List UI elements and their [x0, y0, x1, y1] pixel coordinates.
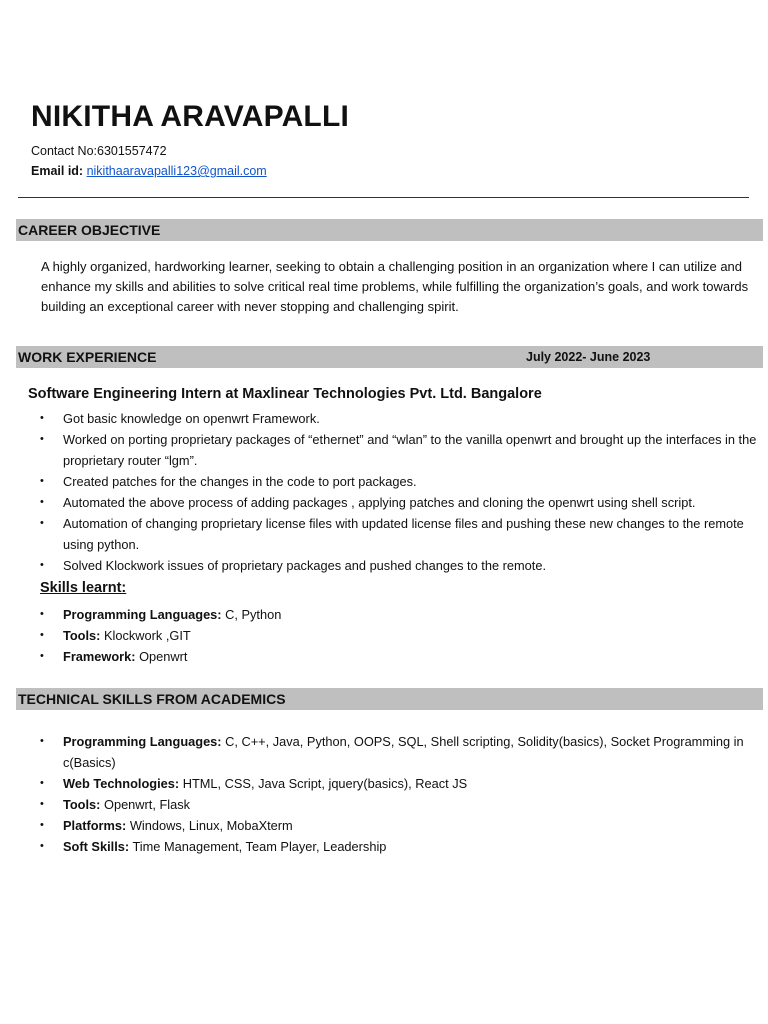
job-title: Software Engineering Intern at Maxlinear Technologies Pvt. Ltd. Bangalore	[28, 386, 542, 402]
list-item	[0, 646, 768, 667]
list-item: • Solved Klockwork issues of proprietary packages and pushed changes to the remote.	[0, 555, 768, 576]
skill-value: Openwrt, Flask	[100, 797, 191, 812]
work-bullets	[0, 408, 768, 576]
skill-label: Tools:	[63, 797, 101, 812]
skill-value: Windows, Linux, MobaXterm	[126, 818, 293, 833]
skill-label: Tools:	[63, 628, 101, 643]
skill-label: Soft Skills:	[63, 839, 130, 854]
section-title: CAREER OBJECTIVE	[18, 222, 161, 238]
email-label: Email id:	[31, 164, 84, 178]
list-item: • Automated the above process of adding packages , applying patches and cloning the openwrt using shell script.	[0, 492, 768, 513]
career-objective-heading	[16, 219, 763, 241]
section-title: TECHNICAL SKILLS FROM ACADEMICS	[18, 691, 286, 707]
skill-value: Openwrt	[135, 649, 188, 664]
skills-learnt-heading: Skills learnt:	[40, 580, 127, 596]
skill-value: Time Management, Team Player, Leadership	[129, 839, 387, 854]
candidate-name: NIKITHA ARAVAPALLI	[31, 100, 350, 133]
section-title: WORK EXPERIENCE	[18, 349, 157, 365]
skill-value: HTML, CSS, Java Script, jquery(basics), React JS	[179, 776, 468, 791]
contact-block	[31, 141, 267, 181]
technical-skills-heading	[16, 688, 763, 710]
skill-label: Programming Languages:	[63, 734, 222, 749]
list-item: • Automation of changing proprietary license files with updated license files and pushing these new changes to the remote using python.	[0, 513, 768, 555]
list-item	[0, 625, 768, 646]
list-item: • Created patches for the changes in the code to port packages.	[0, 471, 768, 492]
email-line	[31, 161, 267, 181]
list-item	[0, 773, 768, 794]
skill-label: Framework:	[63, 649, 136, 664]
skill-value: C, C++, Java, Python, OOPS, SQL, Shell scripting, Solidity(basics), Socket Programming in c(Basics)	[63, 734, 744, 770]
skill-label: Platforms:	[63, 818, 127, 833]
email-link[interactable]: nikithaaravapalli123@gmail.com	[86, 164, 267, 178]
list-item	[0, 836, 768, 857]
skill-label: Programming Languages:	[63, 607, 222, 622]
list-item	[0, 815, 768, 836]
skill-value: C, Python	[221, 607, 282, 622]
skill-label: Web Technologies:	[63, 776, 180, 791]
list-item	[0, 604, 768, 625]
career-objective-text: A highly organized, hardworking learner, seeking to obtain a challenging position in an organization where I can utilize and enhance my skills and abilities to solve critical real time problems, while fulfilling the organization’s goals, and work towards building an exceptional career with never stopping and challenging spirit.	[41, 259, 749, 314]
list-item: • Worked on porting proprietary packages of “ethernet” and “wlan” to the vanilla openwrt and brought up the interfaces in the proprietary router “lgm”.	[0, 429, 768, 471]
skills-learnt-list	[0, 604, 768, 667]
list-item	[0, 731, 768, 773]
work-dates: July 2022- June 2023	[526, 350, 651, 364]
list-item: • Got basic knowledge on openwrt Framework.	[0, 408, 768, 429]
contact-number: Contact No:6301557472	[31, 144, 167, 158]
technical-skills-list	[0, 731, 768, 857]
work-experience-heading	[16, 346, 763, 368]
list-item	[0, 794, 768, 815]
skill-value: Klockwork ,GIT	[100, 628, 191, 643]
header-divider	[18, 197, 749, 198]
